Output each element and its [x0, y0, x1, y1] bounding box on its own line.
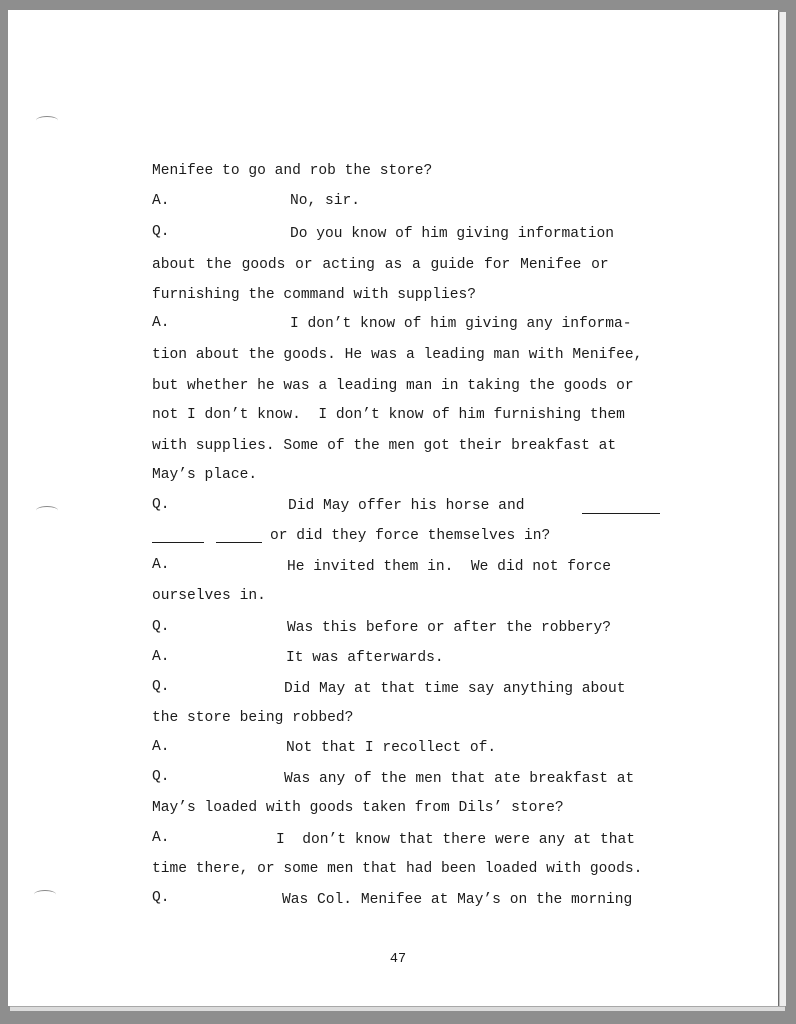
- page-edge-right: [779, 12, 786, 1006]
- question-label: Q.: [152, 224, 170, 240]
- text-line: furnishing the command with supplies?: [152, 287, 477, 303]
- page-edge-bottom: [10, 1006, 785, 1011]
- answer-label: A.: [152, 739, 170, 755]
- text-line: but whether he was a leading man in taking the goods or: [152, 378, 634, 394]
- page-number: 47: [389, 952, 407, 967]
- blank-line: [152, 530, 204, 543]
- answer-text: Not that I recollect of.: [286, 740, 497, 756]
- answer-text: I don’t know of him giving any informa-: [290, 316, 632, 332]
- answer-text: I don’t know that there were any at that: [276, 832, 636, 848]
- answer-label: A.: [152, 193, 170, 209]
- answer-label: A.: [152, 649, 170, 665]
- blank-line: [216, 530, 262, 543]
- text-line: May’s loaded with goods taken from Dils’ store?: [152, 800, 564, 816]
- blank-line: [582, 501, 660, 514]
- question-text: Was any of the men that ate breakfast at: [284, 771, 635, 787]
- punch-hole-mark-bottom: [34, 890, 56, 899]
- answer-label: A.: [152, 557, 170, 573]
- text-line: about the goods or acting as a guide for Menifee or: [152, 257, 609, 273]
- text-line: not I don’t know. I don’t know of him furnishing them: [152, 407, 625, 423]
- text-line: Menifee to go and rob the store?: [152, 163, 433, 179]
- punch-hole-mark-middle: [36, 506, 58, 515]
- question-text: Was Col. Menifee at May’s on the morning: [282, 892, 633, 908]
- question-label: Q.: [152, 619, 170, 635]
- question-text: Do you know of him giving information: [290, 226, 615, 242]
- punch-hole-mark-top: [36, 116, 58, 125]
- question-text: Did May at that time say anything about: [284, 681, 626, 697]
- question-text: Was this before or after the robbery?: [287, 620, 612, 636]
- question-label: Q.: [152, 769, 170, 785]
- answer-label: A.: [152, 830, 170, 846]
- question-label: Q.: [152, 890, 170, 906]
- answer-text: No, sir.: [290, 193, 361, 209]
- question-label: Q.: [152, 497, 170, 513]
- answer-text: He invited them in. We did not force: [287, 559, 612, 575]
- text-line: May’s place.: [152, 467, 258, 483]
- text-line: with supplies. Some of the men got their breakfast at: [152, 438, 617, 454]
- answer-text: It was afterwards.: [286, 650, 444, 666]
- text-line: tion about the goods. He was a leading man with Menifee,: [152, 347, 643, 363]
- question-text: Did May offer his horse and: [288, 498, 525, 514]
- text-line: ourselves in.: [152, 588, 266, 604]
- question-text: or did they force themselves in?: [270, 528, 551, 544]
- text-line: the store being robbed?: [152, 710, 354, 726]
- question-label: Q.: [152, 679, 170, 695]
- answer-label: A.: [152, 315, 170, 331]
- text-line: time there, or some men that had been loaded with goods.: [152, 861, 643, 877]
